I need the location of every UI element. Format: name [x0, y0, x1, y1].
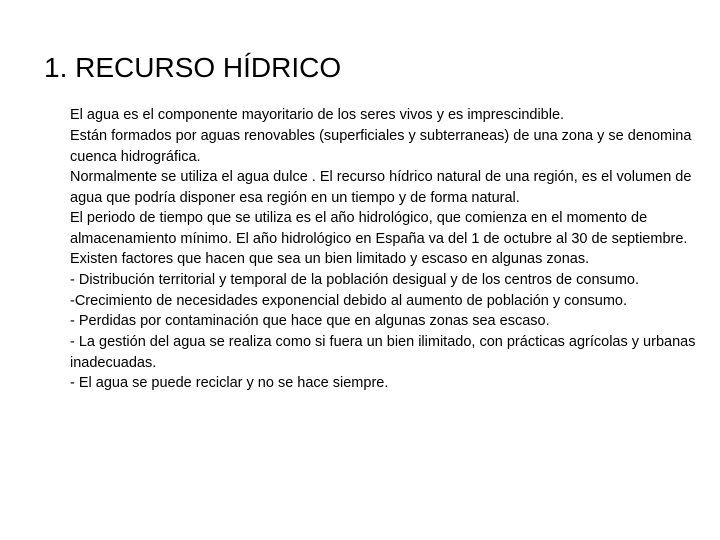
paragraph-renewable-waters: Están formados por aguas renovables (superficiales y subterraneas) de una zona y se denomina cuenca hidrográfica.	[70, 128, 692, 165]
paragraph-hydrological-year: El periodo de tiempo que se utiliza es el año hidrológico, que comienza en el momento de almacenamiento mínimo. El año hidrológico en España va del 1 de octubre al 30 de septiembre.	[70, 210, 688, 247]
list-item-growth: -Crecimiento de necesidades exponencial debido al aumento de población y consumo.	[70, 292, 627, 309]
list-item-management: - La gestión del agua se realiza como si fuera un bien ilimitado, con prácticas agrícolas y urbanas inadecuadas.	[70, 334, 696, 371]
list-item-contamination: - Perdidas por contaminación que hace que en algunas zonas sea escaso.	[70, 313, 550, 329]
paragraph-water-definition: El agua es el componente mayoritario de los seres vivos y es imprescindible.	[70, 107, 565, 123]
paragraph-fresh-water: Normalmente se utiliza el agua dulce . El recurso hídrico natural de una región, es el volumen de agua que podría disponer esa región en un tiempo y de forma natural.	[70, 169, 692, 206]
paragraph-limiting-factors: Existen factores que hacen que sea un bien limitado y escaso en algunas zonas.	[70, 251, 590, 267]
list-item-recycling: - El agua se puede reciclar y no se hace siempre.	[70, 375, 389, 391]
list-item-distribution: - Distribución territorial y temporal de la población desigual y de los centros de consumo.	[70, 272, 640, 288]
slide-title: 1. RECURSO HÍDRICO	[44, 52, 342, 83]
slide-body	[70, 105, 710, 394]
